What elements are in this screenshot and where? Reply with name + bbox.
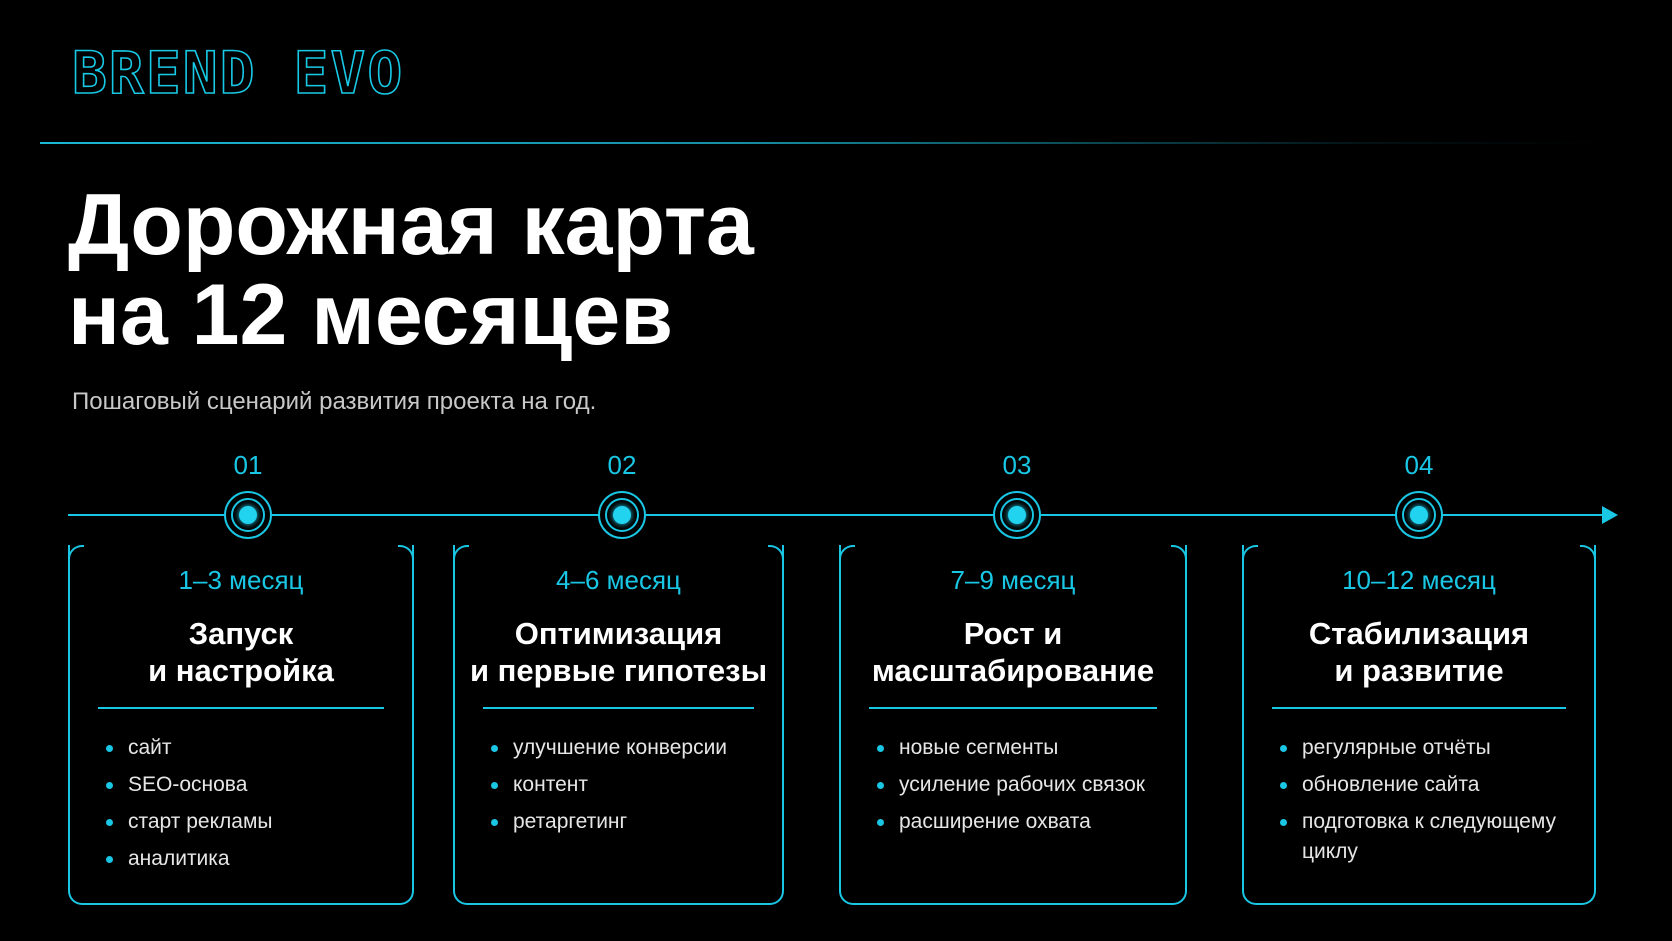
- stage-task: новые сегменты: [877, 733, 1173, 763]
- stage-period: 7–9 месяц: [950, 565, 1076, 595]
- stage-number: 01: [233, 450, 263, 480]
- page-title: [68, 177, 754, 363]
- stage-task-list: [1280, 733, 1582, 874]
- timeline-node-icon: [1395, 491, 1443, 539]
- stage-task: расширение охвата: [877, 807, 1173, 837]
- page-title-line-2: на 12 месяцев: [68, 267, 674, 363]
- timeline-node-icon: [224, 491, 272, 539]
- timeline-arrow-icon: [1602, 506, 1618, 524]
- stage-period: 10–12 месяц: [1342, 565, 1496, 595]
- stage-title-line-2: и первые гипотезы: [469, 653, 768, 688]
- stage-task: улучшение конверсии: [491, 733, 770, 763]
- stage-title-line-2: и развитие: [1334, 653, 1504, 688]
- timeline-line: [68, 514, 1608, 516]
- stage-task: обновление сайта: [1280, 770, 1582, 800]
- stage-number: 03: [1002, 450, 1032, 480]
- stage-divider: [483, 707, 754, 709]
- stage-task: контент: [491, 770, 770, 800]
- stage-title: [841, 615, 1185, 689]
- stage-title-line-2: и настройка: [148, 653, 334, 688]
- stage-period: 4–6 месяц: [556, 565, 681, 595]
- stage-divider: [869, 707, 1157, 709]
- page-subtitle: Пошаговый сценарий развития проекта на год.: [72, 388, 597, 415]
- stage-divider: [98, 707, 384, 709]
- stage-title: [455, 615, 782, 689]
- stage-card: [68, 545, 414, 905]
- stage-task: подготовка к следующему циклу: [1280, 807, 1582, 867]
- stage-period: 1–3 месяц: [178, 565, 304, 595]
- stage-task: SEO-основа: [106, 770, 400, 800]
- stage-task: сайт: [106, 733, 400, 763]
- stage-title: [1244, 615, 1594, 689]
- stage-title-line-1: Оптимизация: [514, 616, 723, 651]
- stage-card: [453, 545, 784, 905]
- stage-card: [839, 545, 1187, 905]
- stage-title-line-1: Стабилизация: [1308, 616, 1530, 651]
- stage-task-list: [106, 733, 400, 881]
- stage-task: старт рекламы: [106, 807, 400, 837]
- stage-title-line-2: масштабирование: [871, 653, 1155, 688]
- stage-task-list: [877, 733, 1173, 844]
- stage-number: 02: [607, 450, 637, 480]
- stage-title-line-1: Рост и: [963, 616, 1063, 651]
- timeline-node-icon: [598, 491, 646, 539]
- header-divider: [40, 142, 1600, 144]
- page-title-line-1: Дорожная карта: [68, 177, 754, 273]
- stage-title-line-1: Запуск: [188, 616, 294, 651]
- stage-number: 04: [1404, 450, 1434, 480]
- stage-task: ретаргетинг: [491, 807, 770, 837]
- stage-title: [70, 615, 412, 689]
- stage-task: аналитика: [106, 844, 400, 874]
- timeline-node-icon: [993, 491, 1041, 539]
- stage-task: усиление рабочих связок: [877, 770, 1173, 800]
- stage-task: регулярные отчёты: [1280, 733, 1582, 763]
- stage-card: [1242, 545, 1596, 905]
- brand-logo: BREND EVO: [72, 39, 405, 107]
- stage-divider: [1272, 707, 1566, 709]
- stage-task-list: [491, 733, 770, 844]
